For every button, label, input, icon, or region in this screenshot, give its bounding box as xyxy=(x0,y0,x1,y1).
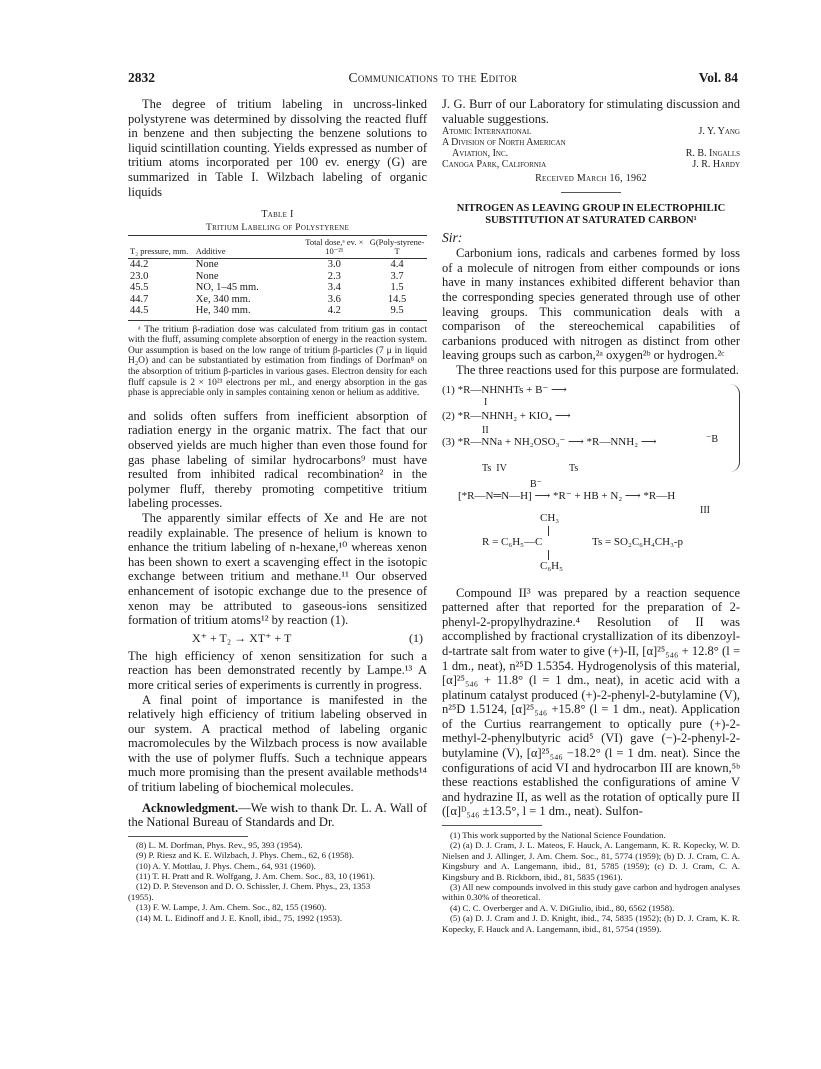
affiliation-text: A Division of North American xyxy=(442,137,566,149)
acknowledgment xyxy=(128,801,427,830)
reference: (10) A. Y. Mottlau, J. Phys. Chem., 64, 931 (1960). xyxy=(136,860,316,871)
reaction-3: (3) *R—NNa + NH₂OSO₃⁻ ⟶ *R—NNH₂ ⟶ xyxy=(442,435,657,448)
table-cell: 23.0 xyxy=(130,270,149,282)
footnote: (3) All new compounds involved in this study gave carbon and hydrogen analyses within 0.30% of theoretical. xyxy=(442,882,740,903)
table-header: G(Poly-styrene-T xyxy=(367,236,427,259)
table-cell: 1.5 xyxy=(390,282,404,294)
reference: (13) F. W. Lampe, J. Am. Chem. Soc., 82, 155 (1960). xyxy=(136,902,327,913)
footnote: (1) This work supported by the National Science Foundation. xyxy=(450,830,666,841)
footnote: (2) (a) D. J. Cram, J. L. Mateos, F. Hauck, A. Langemann, K. R. Kopecky, W. D. Nielsen and J. Allinger, J. Am. Chem. Soc., 81, 5774 (1959); (b) D. J. Cram, C. A. Kingsbury and A. Langemann, ibid., 81, 5785 (1959); (c) D. J. Cram, C. A. Kingsbury and B. Rickborn, ibid., 81, 5835 (1961). xyxy=(442,840,740,882)
affiliation-text: Atomic International xyxy=(442,126,532,138)
reference-list xyxy=(128,840,427,923)
paragraph: A final point of importance is manifested in the relatively high efficiency of tritium labeling observed in our system. A practical method of labeling organic macromolecules by the Wilzbach process is now available with the use of polymer fluffs. Such a technique appears much more promising than the present available methods¹⁴ of tritium labeling of biochemical molecules. xyxy=(128,692,427,795)
reaction-scheme xyxy=(442,384,740,480)
table-cell: 4.4 xyxy=(390,259,404,271)
table-header: T₂ pressure, mm. xyxy=(128,236,194,259)
reference: (11) T. H. Pratt and R. Wolfgang, J. Am. Chem. Soc., 83, 10 (1961). xyxy=(136,871,375,882)
table-cell: None xyxy=(195,259,219,271)
footnote: (4) C. C. Overberger and A. V. DiGiulio, ibid., 80, 6562 (1958). xyxy=(450,902,675,913)
table-subtitle: Tritium Labeling of Polystyrene xyxy=(205,223,350,234)
paragraph: and solids often suffers from inefficient absorption of radiation energy in the organic matrix. The fact that our observed yields are much higher than even those found for gas phase labeling of similar hydrocarbons⁹ must have resulted from inhibited radical recombination² in the polymer fluff, thereby promoting competitive tritium labeling processes. xyxy=(128,408,427,511)
table-cell: He, 340 mm. xyxy=(194,305,302,320)
running-head: Communications to the Editor xyxy=(348,70,518,85)
paragraph: Carbonium ions, radicals and carbenes formed by loss of a molecule of nitrogen from either compounds or ions have in many instances exhibited different behavior than the corresponding species generated through use of other leaving groups. This communication deals with a comparison of the stereochemical capabilities of carbanions produced with nitrogen as distinct from other leaving groups such as carbon,²ᵃ oxygen²ᵇ or hydrogen.²ᶜ xyxy=(442,246,740,363)
footnote: (5) (a) D. J. Cram and J. D. Knight, ibid., 74, 5835 (1952); (b) D. J. Cram, K. R. Kopecky, F. Hauck and A. Langemann, ibid., 81, 5754 (1959). xyxy=(442,913,740,934)
paragraph: J. G. Burr of our Laboratory for stimulating discussion and valuable suggestions. xyxy=(442,97,740,126)
paragraph: The degree of tritium labeling in uncross-linked polystyrene was determined by dissolving the reacted fluff in benzene and then subjecting the benzene solutions to liquid scintillation counting. Yields expressed as number of tritium atoms incorporated per 100 ev. energy (G) are summarized in Table I. Wilzbach labeling of organic liquids xyxy=(128,97,427,199)
bond-line xyxy=(548,526,549,536)
table-cell: 44.5 xyxy=(128,305,194,320)
table-cell: 3.0 xyxy=(327,259,341,271)
structure-ch3: CH₃ xyxy=(540,511,560,524)
reaction-2: (2) *R—NHNH₂ + KIO₄ ⟶ xyxy=(442,409,571,422)
equation xyxy=(128,631,427,646)
table-cell: Xe, 340 mm. xyxy=(195,293,251,305)
data-table xyxy=(128,235,427,321)
reaction-1: (1) *R—NHNHTs + B⁻ ⟶ xyxy=(442,383,567,396)
structure-c6h5: C₆H₅ xyxy=(540,559,563,572)
table-cell: 3.6 xyxy=(327,293,341,305)
reference: (1955). xyxy=(128,891,154,902)
table-cell: 2.3 xyxy=(327,270,341,282)
table-row xyxy=(128,271,427,283)
received-date: Received March 16, 1962 xyxy=(535,173,647,185)
base-label: B⁻ xyxy=(530,478,542,490)
salutation: Sir: xyxy=(442,230,463,246)
table-cell: 14.5 xyxy=(387,293,407,305)
table-cell: 44.2 xyxy=(130,259,149,271)
author-name: R. B. Ingalls xyxy=(685,148,740,160)
base-label: ⁻B xyxy=(706,433,718,445)
table-cell: NO, 1–45 mm. xyxy=(195,282,259,294)
reference: (9) P. Riesz and K. E. Wilzbach, J. Phys. Chem., 62, 6 (1958). xyxy=(136,850,354,861)
reaction-4: [*R—N═N—H] ⟶ *R⁻ + HB + N₂ ⟶ *R—H xyxy=(458,489,676,502)
table-row xyxy=(128,305,427,320)
structure-definition xyxy=(442,512,740,574)
left-column xyxy=(128,97,427,923)
right-column xyxy=(442,97,740,934)
page-header xyxy=(128,70,738,88)
paragraph: Compound II³ was prepared by a reaction sequence patterned after that reported for the preparation of 2-phenyl-2-propylhydrazine.⁴ Resolution of II was accomplished by fractional crystallization of its dibenzoyl-d-tartrate salt from water to give (+)-II, [α]²⁵₅₄₆ + 12.8° (l = 1 dm., neat), n²⁵D 1.5354. Hydrogenolysis of this material, [α]²⁵₅₄₆ + 11.8° (l = 1 dm., neat), in acetic acid with a platinum catalyst produced (+)-2-phenyl-2-butylamine (V), n²⁵D 1.5124, [α]²⁵₅₄₆ +15.8° (l = 1 dm., neat). Application of the Curtius rearrangement to optically pure (+)-2-methyl-2-phenylbutyric acid⁵ (VI) gave (−)-2-phenyl-2-butylamine (V), [α]²⁵₅₄₆ −18.2° (l = 1 dm. neat). Since the configurations of acid VI and hydrocarbon III are known,⁵ᵇ these reactions established the configurations of amine V and hydrazine II, as well as the rotation of optically pure II ([α]ᴰ₅₄₆ ±13.5°, l = 1 dm., neat). Sulfon- xyxy=(442,585,740,819)
reaction-3-substituents: Ts IV Ts xyxy=(482,462,579,474)
article-title: NITROGEN AS LEAVING GROUP IN ELECTROPHILIC SUBSTITUTION AT SATURATED CARBON¹ xyxy=(456,203,726,227)
affiliation-line xyxy=(442,126,740,137)
author-name: J. R. Hardy xyxy=(692,159,740,171)
compound-label: III xyxy=(700,504,710,516)
page-number: 2832 xyxy=(128,70,155,85)
affiliation-line xyxy=(442,148,740,159)
divider xyxy=(561,192,621,193)
reaction-scheme-cont xyxy=(442,478,740,516)
reference: (8) L. M. Dorfman, Phys. Rev., 95, 393 (1954). xyxy=(136,839,303,850)
affiliation-line xyxy=(442,137,740,148)
reference: (14) M. L. Eidinoff and J. E. Knoll, ibid., 75, 1992 (1953). xyxy=(136,912,343,923)
equation-number: (1) xyxy=(409,630,423,645)
volume-label: Vol. 84 xyxy=(698,70,738,85)
ack-text: —We wish to thank Dr. L. A. Wall of the National Bureau of Standards and Dr. xyxy=(128,800,427,830)
paragraph: The three reactions used for this purpose are formulated. xyxy=(456,362,739,377)
table-cell: None xyxy=(195,270,219,282)
table-cell: 4.2 xyxy=(301,305,367,320)
paragraph: The high efficiency of xenon sensitization for such a reaction has been demonstrated recently by Lampe.¹³ A more critical series of experiments is currently in progress. xyxy=(128,648,427,692)
affiliation-text: Aviation, Inc. xyxy=(452,148,509,160)
affiliation-line xyxy=(442,159,740,170)
ref-rule xyxy=(128,836,248,837)
table-caption: Table I xyxy=(261,209,294,221)
table-footnote: ᵃ The tritium β-radiation dose was calculated from tritium gas in contact with the fluff, assuming complete absorption of energy in the reaction system. Our assumption is based on the low range of tritium β-particles (7 μ in liquid H₂O) and can be substantiated by estimation from findings of Dorfman⁸ on the absorption of tritium β-particles in various gases. Electron density for each fluff capsule is 2 × 10²¹ electrons per ml., and energy absorption in the gas phase is appreciable only in samples containing xenon or helium as additive. xyxy=(128,324,427,399)
table-row xyxy=(128,282,427,294)
table-cell: 9.5 xyxy=(367,305,427,320)
paragraph: The apparently similar effects of Xe and He are not readily explainable. The presence of helium is known to enhance the tritium labeling of n-hexane,¹⁰ whereas xenon has been shown to exert a scavenging effect in the isotopic exchange between tritium and methane.¹¹ Our observed enhancement of isotopic exchange due to the presence of xenon may be attributed to gaseous-ions sensitized formation of tritium atoms¹² by reaction (1). xyxy=(128,510,427,628)
affiliation-text: Canoga Park, California xyxy=(442,159,547,171)
table-row xyxy=(128,259,427,271)
table-header: Additive xyxy=(194,236,302,259)
table-row xyxy=(128,294,427,306)
compound-label: I xyxy=(484,396,488,408)
table-cell: 3.7 xyxy=(390,270,404,282)
equation-text: X⁺ + T₂ → XT⁺ + T xyxy=(192,630,292,645)
table-cell: 3.4 xyxy=(327,282,341,294)
bond-line xyxy=(548,550,549,560)
table-cell: 44.7 xyxy=(130,293,149,305)
author-name: J. Y. Yang xyxy=(698,126,740,138)
structure-ts: Ts = SO₂C₆H₄CH₃-p xyxy=(592,535,684,548)
table-header: Total dose,ᵃ ev. × 10⁻²¹ xyxy=(301,236,367,259)
footnote-rule xyxy=(442,825,542,826)
structure-main: R = C₆H₅—C xyxy=(482,535,543,548)
table-cell: 45.5 xyxy=(130,282,149,294)
ack-label: Acknowledgment. xyxy=(142,800,239,815)
reference: (12) D. P. Stevenson and D. O. Schissler, J. Chem. Phys., 23, 1353 xyxy=(136,881,371,892)
compound-label: II xyxy=(482,424,489,436)
